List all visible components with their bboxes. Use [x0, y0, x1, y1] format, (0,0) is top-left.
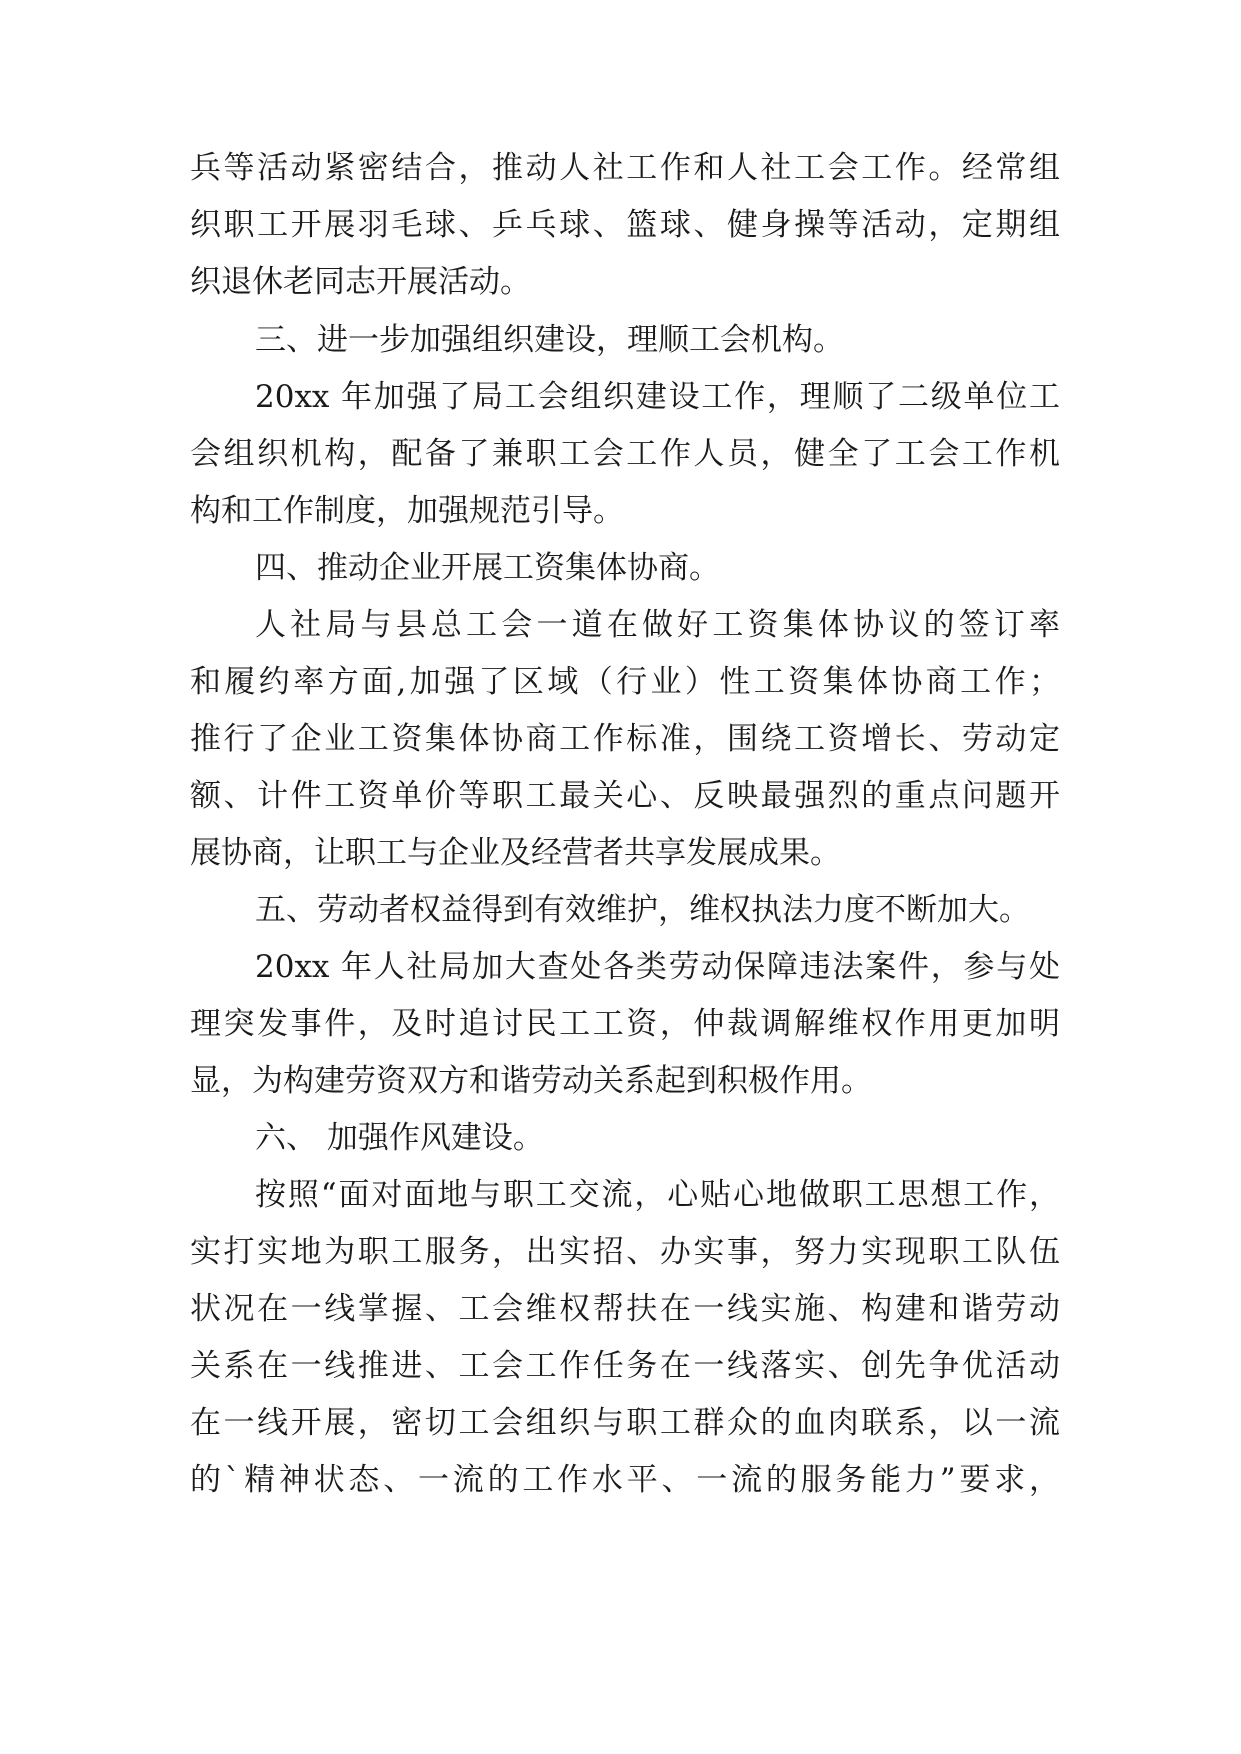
- section-heading: 三、进一步加强组织建设，理顺工会机构。: [255, 322, 844, 358]
- text-line: 构和工作制度，加强规范引导。: [190, 493, 624, 529]
- text-line: 推行了企业工资集体协商工作标准，围绕工资增长、劳动定: [190, 721, 1060, 757]
- text-line: 会组织机构，配备了兼职工会工作人员，健全了工会工作机: [190, 436, 1060, 472]
- section-heading: 四、推动企业开展工资集体协商。: [255, 550, 720, 586]
- text-line: 额、计件工资单价等职工最关心、反映最强烈的重点问题开: [190, 778, 1060, 814]
- text-line: 理突发事件，及时追讨民工工资，仲裁调解维权作用更加明: [190, 1006, 1060, 1042]
- text-line: 显，为构建劳资双方和谐劳动关系起到积极作用。: [190, 1063, 872, 1099]
- text-line: 在一线开展，密切工会组织与职工群众的血肉联系，以一流: [190, 1405, 1060, 1441]
- text-line: 的`精神状态、一流的工作水平、一流的服务能力”要求，: [190, 1462, 1060, 1498]
- text-line: 20xx 年人社局加大查处各类劳动保障违法案件，参与处: [255, 949, 1060, 985]
- section-heading: 五、劳动者权益得到有效维护，维权执法力度不断加大。: [255, 892, 1030, 928]
- text-line: 和履约率方面,加强了区域（行业）性工资集体协商工作；: [190, 664, 1060, 700]
- section-heading: 六、 加强作风建设。: [255, 1120, 544, 1156]
- text-line: 按照“面对面地与职工交流，心贴心地做职工思想工作，: [255, 1177, 1060, 1213]
- text-line: 兵等活动紧密结合，推动人社工作和人社工会工作。经常组: [190, 150, 1060, 186]
- text-line: 织退休老同志开展活动。: [190, 264, 531, 300]
- text-line: 关系在一线推进、工会工作任务在一线落实、创先争优活动: [190, 1348, 1060, 1384]
- text-line: 20xx 年加强了局工会组织建设工作，理顺了二级单位工: [255, 379, 1060, 415]
- text-line: 状况在一线掌握、工会维权帮扶在一线实施、构建和谐劳动: [190, 1291, 1060, 1327]
- text-line: 实打实地为职工服务，出实招、办实事，努力实现职工队伍: [190, 1234, 1060, 1270]
- text-line: 人社局与县总工会一道在做好工资集体协议的签订率: [255, 607, 1060, 643]
- text-line: 织职工开展羽毛球、乒乓球、篮球、健身操等活动，定期组: [190, 207, 1060, 243]
- text-line: 展协商，让职工与企业及经营者共享发展成果。: [190, 835, 841, 871]
